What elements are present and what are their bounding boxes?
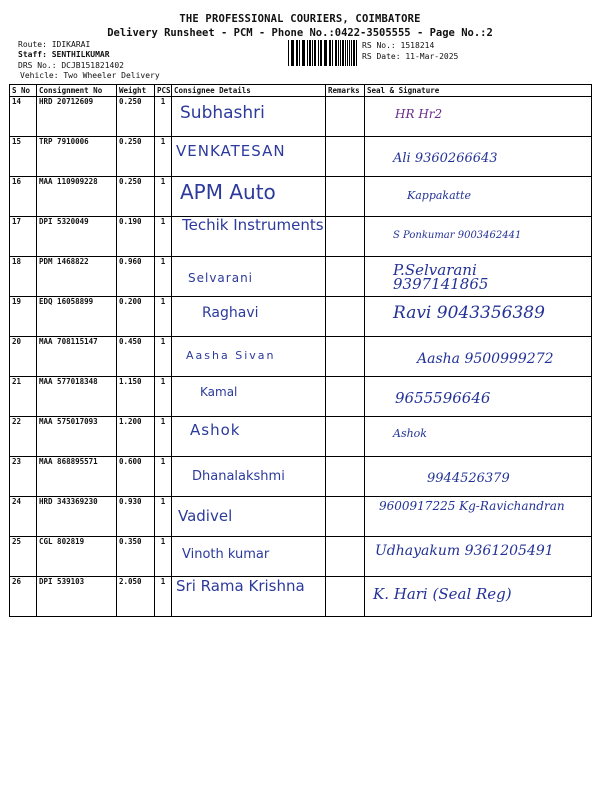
sno-cell: 19 xyxy=(10,297,37,337)
col-header-consignment: Consignment No xyxy=(37,85,117,97)
consignee-cell xyxy=(172,417,326,457)
weight-cell: 1.150 xyxy=(117,377,155,417)
signature-cell xyxy=(365,217,592,257)
consignee-handwriting: Vadivel xyxy=(178,507,233,525)
col-header-remarks: Remarks xyxy=(326,85,365,97)
signature-handwriting: Ashok xyxy=(393,427,427,440)
signature-cell xyxy=(365,97,592,137)
weight-cell: 0.600 xyxy=(117,457,155,497)
signature-handwriting: Udhayakum 9361205491 xyxy=(375,543,554,559)
sno-cell: 17 xyxy=(10,217,37,257)
runsheet-subtitle: Delivery Runsheet - PCM - Phone No.:0422-3505555 - Page No.:2 xyxy=(107,27,493,39)
rs-no-value: 1518214 xyxy=(400,41,435,50)
pcs-cell: 1 xyxy=(155,97,172,137)
rs-no-line xyxy=(362,41,434,51)
signature-handwriting: K. Hari (Seal Reg) xyxy=(373,585,512,603)
consignee-cell xyxy=(172,297,326,337)
pcs-cell: 1 xyxy=(155,297,172,337)
remarks-cell xyxy=(326,377,365,417)
weight-cell: 0.200 xyxy=(117,297,155,337)
weight-cell: 0.450 xyxy=(117,337,155,377)
weight-cell: 0.250 xyxy=(117,137,155,177)
signature-handwriting: P.Selvarani 9397141865 xyxy=(393,261,489,293)
consignment-cell: MAA 575017093 xyxy=(37,417,117,457)
weight-cell: 0.250 xyxy=(117,97,155,137)
sno-cell: 18 xyxy=(10,257,37,297)
weight-cell: 0.960 xyxy=(117,257,155,297)
consignee-handwriting: Vinoth kumar xyxy=(182,547,270,562)
staff-value: SENTHILKUMAR xyxy=(51,50,110,59)
signature-cell xyxy=(365,537,592,577)
consignee-cell xyxy=(172,137,326,177)
pcs-cell: 1 xyxy=(155,137,172,177)
remarks-cell xyxy=(326,577,365,617)
consignment-cell: MAA 708115147 xyxy=(37,337,117,377)
weight-cell: 0.250 xyxy=(117,177,155,217)
pcs-cell: 1 xyxy=(155,577,172,617)
route-line xyxy=(18,40,90,50)
consignment-cell: TRP 7910006 xyxy=(37,137,117,177)
remarks-cell xyxy=(326,337,365,377)
sno-cell: 24 xyxy=(10,497,37,537)
col-header-sno: S No xyxy=(10,85,37,97)
consignee-cell xyxy=(172,537,326,577)
sno-cell: 15 xyxy=(10,137,37,177)
signature-cell xyxy=(365,457,592,497)
table-row xyxy=(10,377,592,417)
consignment-cell: MAA 868895571 xyxy=(37,457,117,497)
table-row xyxy=(10,457,592,497)
barcode-bar xyxy=(351,40,352,66)
barcode-bar xyxy=(315,40,316,66)
signature-handwriting: Ali 9360266643 xyxy=(393,151,498,166)
signature-cell xyxy=(365,497,592,537)
signature-handwriting: 9600917225 Kg-Ravichandran xyxy=(379,499,565,513)
remarks-cell xyxy=(326,257,365,297)
barcode-image xyxy=(288,40,358,66)
weight-cell: 1.200 xyxy=(117,417,155,457)
signature-cell xyxy=(365,177,592,217)
consignee-handwriting: Sri Rama Krishna xyxy=(176,577,305,595)
pcs-cell: 1 xyxy=(155,537,172,577)
remarks-cell xyxy=(326,217,365,257)
consignee-handwriting: APM Auto xyxy=(180,180,276,204)
signature-cell xyxy=(365,377,592,417)
signature-handwriting: S Ponkumar 9003462441 xyxy=(393,230,522,241)
consignment-cell: MAA 110909228 xyxy=(37,177,117,217)
consignee-cell xyxy=(172,217,326,257)
remarks-cell xyxy=(326,537,365,577)
barcode-bar xyxy=(321,40,322,66)
consignment-cell: MAA 577018348 xyxy=(37,377,117,417)
rs-date-line xyxy=(362,52,458,62)
table-row xyxy=(10,577,592,617)
consignee-cell xyxy=(172,377,326,417)
consignee-cell xyxy=(172,177,326,217)
runsheet-title: THE PROFESSIONAL COURIERS, COIMBATORE xyxy=(179,13,421,25)
col-header-signature: Seal & Signature xyxy=(365,85,592,97)
table-header-row xyxy=(10,85,592,97)
weight-cell: 0.930 xyxy=(117,497,155,537)
consignee-cell xyxy=(172,577,326,617)
pcs-cell: 1 xyxy=(155,377,172,417)
pcs-cell: 1 xyxy=(155,257,172,297)
staff-label: Staff: xyxy=(18,50,47,59)
remarks-cell xyxy=(326,457,365,497)
barcode-bar xyxy=(356,40,357,66)
consignment-cell: PDM 1468822 xyxy=(37,257,117,297)
route-value: IDIKARAI xyxy=(51,40,91,49)
col-header-weight: Weight xyxy=(117,85,155,97)
drs-value: DCJB151821402 xyxy=(61,61,124,70)
remarks-cell xyxy=(326,297,365,337)
barcode-bar xyxy=(326,40,327,66)
table-row xyxy=(10,537,592,577)
signature-cell xyxy=(365,577,592,617)
pcs-cell: 1 xyxy=(155,217,172,257)
barcode-bar xyxy=(293,40,294,66)
rs-no-label: RS No.: xyxy=(362,41,396,50)
pcs-cell: 1 xyxy=(155,177,172,217)
signature-handwriting: Ravi 9043356389 xyxy=(393,303,545,323)
barcode-bar xyxy=(299,40,300,66)
signature-handwriting: 9944526379 xyxy=(427,471,510,486)
barcode-bar xyxy=(340,40,341,66)
signature-cell xyxy=(365,297,592,337)
remarks-cell xyxy=(326,417,365,457)
consignee-cell xyxy=(172,97,326,137)
table-row xyxy=(10,417,592,457)
drs-label: DRS No.: xyxy=(18,61,57,70)
vehicle-label: Vehicle: xyxy=(20,71,59,80)
consignment-cell: HRD 20712609 xyxy=(37,97,117,137)
consignee-handwriting: Dhanalakshmi xyxy=(192,469,285,484)
pcs-cell: 1 xyxy=(155,497,172,537)
vehicle-value: Two Wheeler Delivery xyxy=(63,71,160,80)
barcode-bar xyxy=(314,40,315,66)
consignee-handwriting: Selvarani xyxy=(188,271,254,285)
weight-cell: 0.350 xyxy=(117,537,155,577)
signature-cell xyxy=(365,417,592,457)
signature-cell xyxy=(365,337,592,377)
col-header-pcs: PCS xyxy=(155,85,172,97)
consignee-handwriting: Raghavi xyxy=(202,305,259,321)
consignee-cell xyxy=(172,457,326,497)
consignment-cell: DPI 539103 xyxy=(37,577,117,617)
table-row xyxy=(10,97,592,137)
sno-cell: 25 xyxy=(10,537,37,577)
drs-line xyxy=(18,61,124,71)
signature-handwriting: 9655596646 xyxy=(395,389,491,407)
consignment-cell: CGL 802819 xyxy=(37,537,117,577)
consignee-handwriting: Kamal xyxy=(200,385,238,399)
barcode-bar xyxy=(288,40,289,66)
consignee-handwriting: Techik Instruments xyxy=(182,216,324,234)
pcs-cell: 1 xyxy=(155,337,172,377)
sno-cell: 20 xyxy=(10,337,37,377)
rs-date-value: 11-Mar-2025 xyxy=(405,52,459,61)
barcode-bar xyxy=(336,40,337,66)
table-row xyxy=(10,337,592,377)
weight-cell: 2.050 xyxy=(117,577,155,617)
weight-cell: 0.190 xyxy=(117,217,155,257)
consignee-cell xyxy=(172,497,326,537)
barcode-bar xyxy=(330,40,331,66)
signature-cell xyxy=(365,137,592,177)
runsheet-table xyxy=(9,84,592,617)
table-row xyxy=(10,257,592,297)
consignment-cell: DPI 5320049 xyxy=(37,217,117,257)
rs-date-label: RS Date: xyxy=(362,52,401,61)
table-row xyxy=(10,217,592,257)
sno-cell: 23 xyxy=(10,457,37,497)
barcode-bar xyxy=(347,40,348,66)
consignment-cell: HRD 343369230 xyxy=(37,497,117,537)
remarks-cell xyxy=(326,97,365,137)
table-row xyxy=(10,297,592,337)
signature-handwriting: Kappakatte xyxy=(407,189,471,202)
col-header-consignee: Consignee Details xyxy=(172,85,326,97)
remarks-cell xyxy=(326,497,365,537)
sno-cell: 21 xyxy=(10,377,37,417)
table-row xyxy=(10,497,592,537)
sno-cell: 14 xyxy=(10,97,37,137)
remarks-cell xyxy=(326,177,365,217)
consignee-handwriting: Ashok xyxy=(190,421,241,439)
route-label: Route: xyxy=(18,40,47,49)
consignee-handwriting: Subhashri xyxy=(180,103,265,123)
staff-line xyxy=(18,50,110,60)
signature-handwriting: Aasha 9500999272 xyxy=(417,351,554,367)
pcs-cell: 1 xyxy=(155,457,172,497)
consignee-cell xyxy=(172,337,326,377)
table-row xyxy=(10,177,592,217)
remarks-cell xyxy=(326,137,365,177)
table-row xyxy=(10,137,592,177)
barcode-bar xyxy=(304,40,305,66)
barcode-bar xyxy=(307,40,308,66)
vehicle-line xyxy=(20,71,160,81)
consignee-handwriting: VENKATESAN xyxy=(176,142,286,160)
sno-cell: 16 xyxy=(10,177,37,217)
consignee-handwriting: Aasha Sivan xyxy=(186,349,276,362)
consignee-cell xyxy=(172,257,326,297)
signature-handwriting: HR Hr2 xyxy=(395,107,443,121)
signature-cell xyxy=(365,257,592,297)
sno-cell: 22 xyxy=(10,417,37,457)
consignment-cell: EDQ 16058899 xyxy=(37,297,117,337)
sno-cell: 26 xyxy=(10,577,37,617)
pcs-cell: 1 xyxy=(155,417,172,457)
